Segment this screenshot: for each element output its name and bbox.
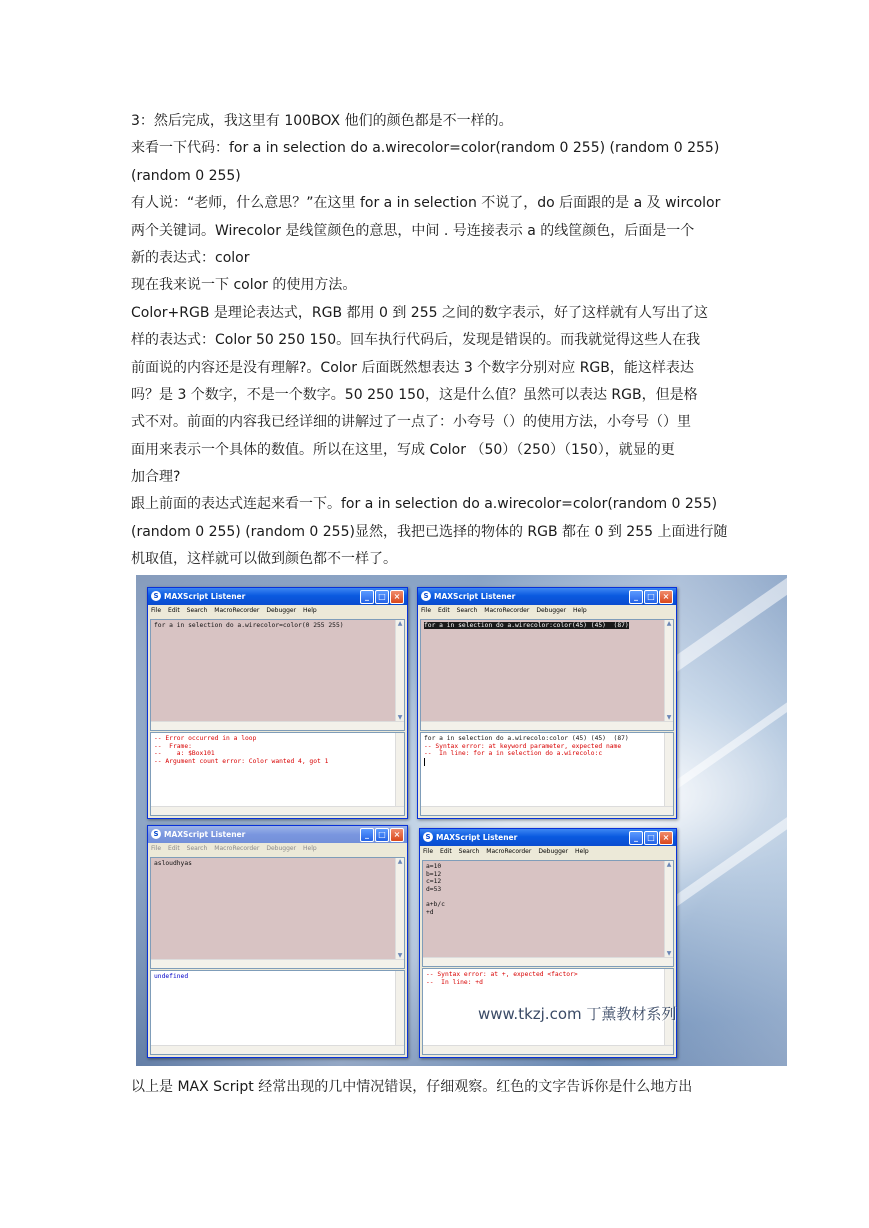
- input-line: for a in selection do a.wirecolor=color(0 255 255): [154, 622, 344, 629]
- title-bar: [148, 588, 407, 605]
- listener-window-2: [417, 587, 677, 819]
- scroll-up-icon[interactable]: ▲: [666, 861, 672, 868]
- maximize-icon[interactable]: □: [375, 590, 389, 604]
- input-line: asloudhyas: [154, 860, 192, 867]
- vertical-scrollbar[interactable]: [395, 971, 404, 1046]
- paragraph-line-last: 以上是 MAX Script 经常出现的几中情况错误，仔细观察。红色的文字告诉你是什么地方出: [131, 1079, 693, 1095]
- horizontal-scrollbar[interactable]: [423, 957, 673, 966]
- title-bar: [148, 826, 407, 843]
- horizontal-scrollbar[interactable]: [151, 806, 404, 815]
- paragraph-line: (random 0 255): [131, 167, 241, 184]
- menu-edit[interactable]: Edit: [168, 845, 180, 852]
- maximize-icon[interactable]: □: [644, 590, 658, 604]
- close-icon[interactable]: ×: [659, 590, 673, 604]
- scroll-down-icon[interactable]: ▼: [666, 714, 672, 721]
- input-pane[interactable]: [150, 857, 405, 969]
- minimize-icon[interactable]: _: [629, 590, 643, 604]
- output-line: -- In line: for a in selection do a.wirecolo:c: [424, 750, 603, 758]
- paragraph-line: 面用来表示一个具体的数值。所以在这里，写成 Color （50）（250）（150），就显的更: [131, 441, 675, 458]
- menu-debugger[interactable]: Debugger: [266, 845, 297, 852]
- window-title: MAXScript Listener: [434, 592, 516, 601]
- input-pane[interactable]: [420, 619, 674, 731]
- paragraph-line: (random 0 255) (random 0 255)显然，我把已选择的物体的 RGB 都在 0 到 255 上面进行随: [131, 523, 728, 540]
- output-lines: [421, 733, 673, 770]
- vertical-scrollbar[interactable]: [395, 733, 404, 807]
- input-line: b=12: [426, 870, 442, 878]
- minimize-icon[interactable]: _: [360, 590, 374, 604]
- paragraph-line: 前面说的内容还是没有理解?。Color 后面既然想表达 3 个数字分别对应 RGB，能这样表达: [131, 359, 694, 376]
- close-icon[interactable]: ×: [390, 590, 404, 604]
- input-line: +d: [426, 908, 434, 916]
- input-line: a=10: [426, 863, 442, 870]
- paragraph-line: 机取值，这样就可以做到颜色都不一样了。: [131, 551, 397, 568]
- maxscript-icon: S: [423, 832, 433, 842]
- maximize-icon[interactable]: □: [375, 828, 389, 842]
- minimize-icon[interactable]: _: [629, 831, 643, 845]
- output-lines: [423, 969, 673, 988]
- input-line: c=12: [426, 878, 442, 886]
- paragraph-line: 跟上前面的表达式连起来看一下。for a in selection do a.wirecolor=color(random 0 255): [131, 496, 718, 513]
- output-line: -- Syntax error: at keyword parameter, expected name: [424, 742, 622, 750]
- menu-help[interactable]: Help: [303, 607, 317, 614]
- output-line: -- In line: +d: [426, 978, 483, 986]
- paragraph-line: 吗？是 3 个数字，不是一个数字。50 250 150，这是什么值？虽然可以表达 RGB，但是格: [131, 386, 698, 403]
- menu-macrorecorder[interactable]: MacroRecorder: [484, 607, 530, 614]
- maximize-icon[interactable]: □: [644, 831, 658, 845]
- output-pane[interactable]: [150, 970, 405, 1055]
- menu-bar: [420, 846, 676, 858]
- paragraph-line: 新的表达式：color: [131, 249, 250, 266]
- vertical-scrollbar[interactable]: [664, 733, 673, 807]
- menu-debugger[interactable]: Debugger: [536, 607, 567, 614]
- close-icon[interactable]: ×: [390, 828, 404, 842]
- input-line: a+b/c: [426, 900, 445, 908]
- listener-window-3: [147, 825, 408, 1058]
- input-pane[interactable]: [150, 619, 405, 731]
- horizontal-scrollbar[interactable]: [151, 1045, 404, 1054]
- menu-search[interactable]: Search: [456, 607, 478, 614]
- selected-input-line: for a in selection do a.wirecolor:color(45) (45) (87): [424, 622, 629, 629]
- horizontal-scrollbar[interactable]: [151, 959, 404, 968]
- window-title: MAXScript Listener: [164, 830, 246, 839]
- screenshot-collage: [136, 575, 787, 1066]
- title-bar: [420, 829, 676, 846]
- output-lines: [151, 733, 404, 767]
- watermark-text: www.tkzj.com 丁薰教材系列: [478, 1005, 677, 1023]
- horizontal-scrollbar[interactable]: [421, 721, 673, 730]
- paragraph-line: Color+RGB 是理论表达式，RGB 都用 0 到 255 之间的数字表示，好了这样就有人写出了这: [131, 304, 708, 321]
- paragraph-line: 有人说：“老师，什么意思？”在这里 for a in selection 不说了，do 后面跟的是 a 及 wircolor: [131, 195, 721, 212]
- output-line: -- Argument count error: Color wanted 4, got 1: [154, 757, 329, 765]
- minimize-icon[interactable]: _: [360, 828, 374, 842]
- vertical-scrollbar[interactable]: [395, 858, 404, 960]
- menu-file[interactable]: File: [421, 607, 432, 614]
- menu-edit[interactable]: Edit: [440, 848, 452, 855]
- menu-debugger[interactable]: Debugger: [266, 607, 297, 614]
- menu-search[interactable]: Search: [186, 845, 208, 852]
- output-line: -- Error occurred in a loop: [154, 735, 257, 742]
- menu-file[interactable]: File: [151, 845, 162, 852]
- text-caret: [424, 758, 425, 766]
- menu-debugger[interactable]: Debugger: [538, 848, 569, 855]
- menu-search[interactable]: Search: [186, 607, 208, 614]
- input-line: d=53: [426, 885, 442, 893]
- input-line-wrap: [421, 620, 673, 632]
- scroll-down-icon[interactable]: ▼: [666, 950, 672, 957]
- output-pane[interactable]: [420, 732, 674, 816]
- scroll-down-icon[interactable]: ▼: [397, 952, 403, 959]
- menu-bar: [418, 605, 676, 617]
- maxscript-icon: S: [151, 591, 161, 601]
- menu-macrorecorder[interactable]: MacroRecorder: [486, 848, 532, 855]
- window-title: MAXScript Listener: [164, 592, 246, 601]
- menu-file[interactable]: File: [423, 848, 434, 855]
- menu-edit[interactable]: Edit: [168, 607, 180, 614]
- horizontal-scrollbar[interactable]: [151, 721, 404, 730]
- output-line: undefined: [154, 973, 189, 980]
- input-pane[interactable]: [422, 860, 674, 967]
- scroll-up-icon[interactable]: ▲: [397, 620, 403, 627]
- menu-help[interactable]: Help: [575, 848, 589, 855]
- scroll-down-icon[interactable]: ▼: [397, 714, 403, 721]
- maxscript-icon: S: [151, 829, 161, 839]
- paragraph-line: 式不对。前面的内容我已经详细的讲解过了一点了：小夸号（）的使用方法，小夸号（）里: [131, 414, 691, 431]
- paragraph-line: 样的表达式：Color 50 250 150。回车执行代码后，发现是错误的。而我就觉得这些人在我: [131, 332, 701, 349]
- menu-help[interactable]: Help: [573, 607, 587, 614]
- listener-window-1: [147, 587, 408, 819]
- paragraph-line: 两个关键词。Wirecolor 是线筐颜色的意思，中间 . 号连接表示 a 的线筐颜色，后面是一个: [131, 222, 695, 239]
- input-line: [426, 893, 670, 901]
- background-streak: [672, 668, 787, 789]
- output-pane[interactable]: [150, 732, 405, 816]
- input-lines: [423, 861, 673, 918]
- paragraph-line: 3：然后完成，我这里有 100BOX 他们的颜色都是不一样的。: [131, 113, 513, 129]
- output-line: -- Frame:: [154, 742, 192, 750]
- scroll-up-icon[interactable]: ▲: [666, 620, 672, 627]
- menu-file[interactable]: File: [151, 607, 162, 614]
- horizontal-scrollbar[interactable]: [421, 806, 673, 815]
- menu-macrorecorder[interactable]: MacroRecorder: [214, 607, 260, 614]
- horizontal-scrollbar[interactable]: [423, 1045, 673, 1054]
- paragraph-line: 现在我来说一下 color 的使用方法。: [131, 277, 357, 294]
- paragraph-line: 来看一下代码：for a in selection do a.wirecolor=color(random 0 255) (random 0 255): [131, 140, 720, 157]
- document-body: [131, 108, 737, 574]
- menu-edit[interactable]: Edit: [438, 607, 450, 614]
- vertical-scrollbar[interactable]: [395, 620, 404, 722]
- output-line: for a in selection do a.wirecolo:color (45) (45) (87): [424, 735, 629, 742]
- output-line: -- a: $Box101: [154, 750, 215, 758]
- maxscript-icon: S: [421, 591, 431, 601]
- close-icon[interactable]: ×: [659, 831, 673, 845]
- menu-search[interactable]: Search: [458, 848, 480, 855]
- menu-bar: [148, 843, 407, 855]
- vertical-scrollbar[interactable]: [664, 620, 673, 722]
- scroll-up-icon[interactable]: ▲: [397, 858, 403, 865]
- title-bar: [418, 588, 676, 605]
- window-title: MAXScript Listener: [436, 833, 518, 842]
- menu-help[interactable]: Help: [303, 845, 317, 852]
- menu-bar: [148, 605, 407, 617]
- output-line: -- Syntax error: at +, expected <factor>: [426, 971, 578, 978]
- menu-macrorecorder[interactable]: MacroRecorder: [214, 845, 260, 852]
- vertical-scrollbar[interactable]: [664, 861, 673, 958]
- paragraph-line: 加合理?: [131, 469, 181, 486]
